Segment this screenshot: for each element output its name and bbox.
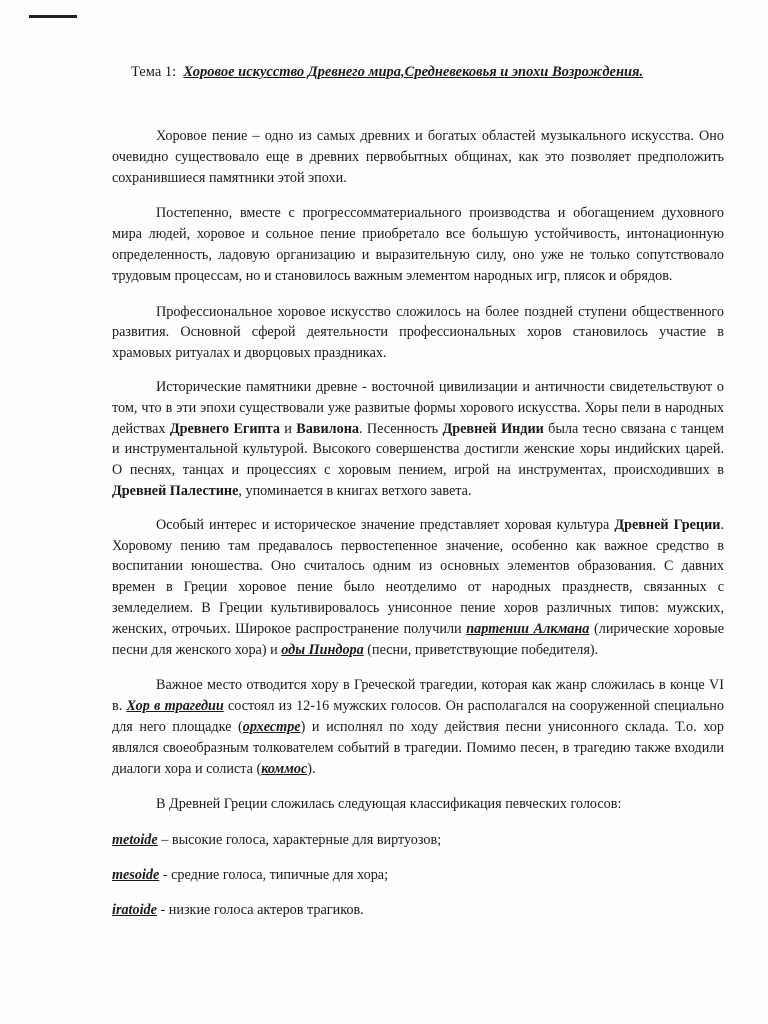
underlined-term: Хор в трагедии <box>126 698 224 715</box>
voice-classification-item <box>112 900 724 921</box>
paragraph <box>112 302 724 364</box>
paragraph-text: была тесно связана с танцем и инструментальной культурой. Высокого совершенства достигли женские хоры индийских царей. О песнях, танцах и процессиях с хоровым пением, игрой на инструментах, происходивших в <box>112 420 725 479</box>
paragraph <box>112 675 724 779</box>
paragraph-text: . Хоровому пению там предавалось первостепенное значение, особенно как важное средство в воспитании юношества. Оно считалось одним из основных элементов образования. С давних времен в Греции хоровое пение было неотделимо от народных празднеств, связанных с земледелием. В Греции культивировалось унисонное пение хоров различных типов: мужских, женских, отрочьих. Широкое распространение получили <box>112 516 724 637</box>
bold-term: Древней Индии <box>442 420 544 437</box>
paragraph-text: ) и исполнял по ходу действия песни унисонного склада. Т.о. хор являлся своеобразным толкователем событий в трагедии. Помимо песен, в трагедию также входили диалоги хора и солиста ( <box>112 718 724 777</box>
paragraph-text: Особый интерес и историческое значение представляет хоровая культура <box>156 516 615 533</box>
underlined-term: коммос <box>261 760 308 777</box>
voice-classification-item <box>112 865 724 886</box>
document-body <box>112 126 724 935</box>
voice-classification-item <box>112 830 724 851</box>
bold-term: Древней Греции <box>614 516 721 533</box>
voice-description: - низкие голоса актеров трагиков. <box>156 901 364 918</box>
paragraph <box>112 203 724 286</box>
paragraph-text: . Песенность <box>358 420 443 437</box>
paragraph-text: Важное место отводится хору в Греческой трагедии, которая как жанр сложилась в конце VI в. <box>112 677 724 715</box>
paragraph-text: Хоровое пение – одно из самых древних и богатых областей музыкального искусства. Оно очевидно существовало еще в древних первобытных общинах, как это позволяет предположить сохранившиеся памятники этой эпохи. <box>112 128 724 186</box>
underlined-term: оды Пиндора <box>281 641 364 658</box>
paragraph <box>112 515 724 661</box>
voice-term: metoide <box>112 832 158 849</box>
paragraph-text: , упоминается в книгах ветхого завета. <box>238 482 472 499</box>
paragraph-text: В Древней Греции сложилась следующая классификация певческих голосов: <box>156 796 622 813</box>
paragraph <box>112 377 724 502</box>
voice-description: – высокие голоса, характерные для виртуозов; <box>157 832 442 849</box>
voice-term: iratoide <box>112 901 157 918</box>
bold-term: Древнего Египта <box>169 420 280 437</box>
title-prefix: Тема 1: <box>131 64 177 80</box>
voice-description: - средние голоса, типичные для хора; <box>159 866 389 883</box>
underlined-term: орхестре <box>242 718 301 735</box>
scan-corner-mark <box>29 15 77 18</box>
paragraph-text: Постепенно, вместе с прогрессомматериального производства и обогащением духовного мира людей, хоровое и сольное пение приобретало все большую устойчивость, интонационную определенность, ладовую организацию и выразительную силу, оно уже не только сопутствовало трудовым процессам, но и становилось важным элементом народных игр, плясок и обрядов. <box>112 205 724 284</box>
bold-term: Древней Палестине <box>112 482 239 499</box>
bold-term: Вавилона <box>296 420 359 437</box>
voice-term: mesoide <box>112 866 160 883</box>
paragraph-text: состоял из 12-16 мужских голосов. Он располагался на сооруженной специально для него площадке ( <box>112 698 724 735</box>
paragraph <box>112 126 724 188</box>
paragraph-text: и <box>279 420 297 437</box>
paragraph <box>112 794 724 815</box>
document-title <box>131 64 643 81</box>
paragraph-text: (лирические хоровые песни для женского хора) и <box>112 620 724 658</box>
paragraph-text: Профессиональное хоровое искусство сложилось на более поздней ступени общественного развития. Основной сферой деятельности профессиональных хоров становилось участие в храмовых ритуалах и дворцовых праздниках. <box>112 303 724 362</box>
paragraph-text: (песни, приветствующие победителя). <box>363 641 599 658</box>
paragraph-text: Исторические памятники древне - восточной цивилизации и античности свидетельствуют о том, что в эти эпохи существовали уже развитые формы хорового искусства. Хоры пели в народных действах <box>112 378 724 437</box>
underlined-term: партении Алкмана <box>466 620 590 637</box>
title-topic: Хоровое искусство Древнего мира,Средневековья и эпохи Возрождения. <box>183 64 644 80</box>
paragraph-text: ). <box>307 760 316 777</box>
